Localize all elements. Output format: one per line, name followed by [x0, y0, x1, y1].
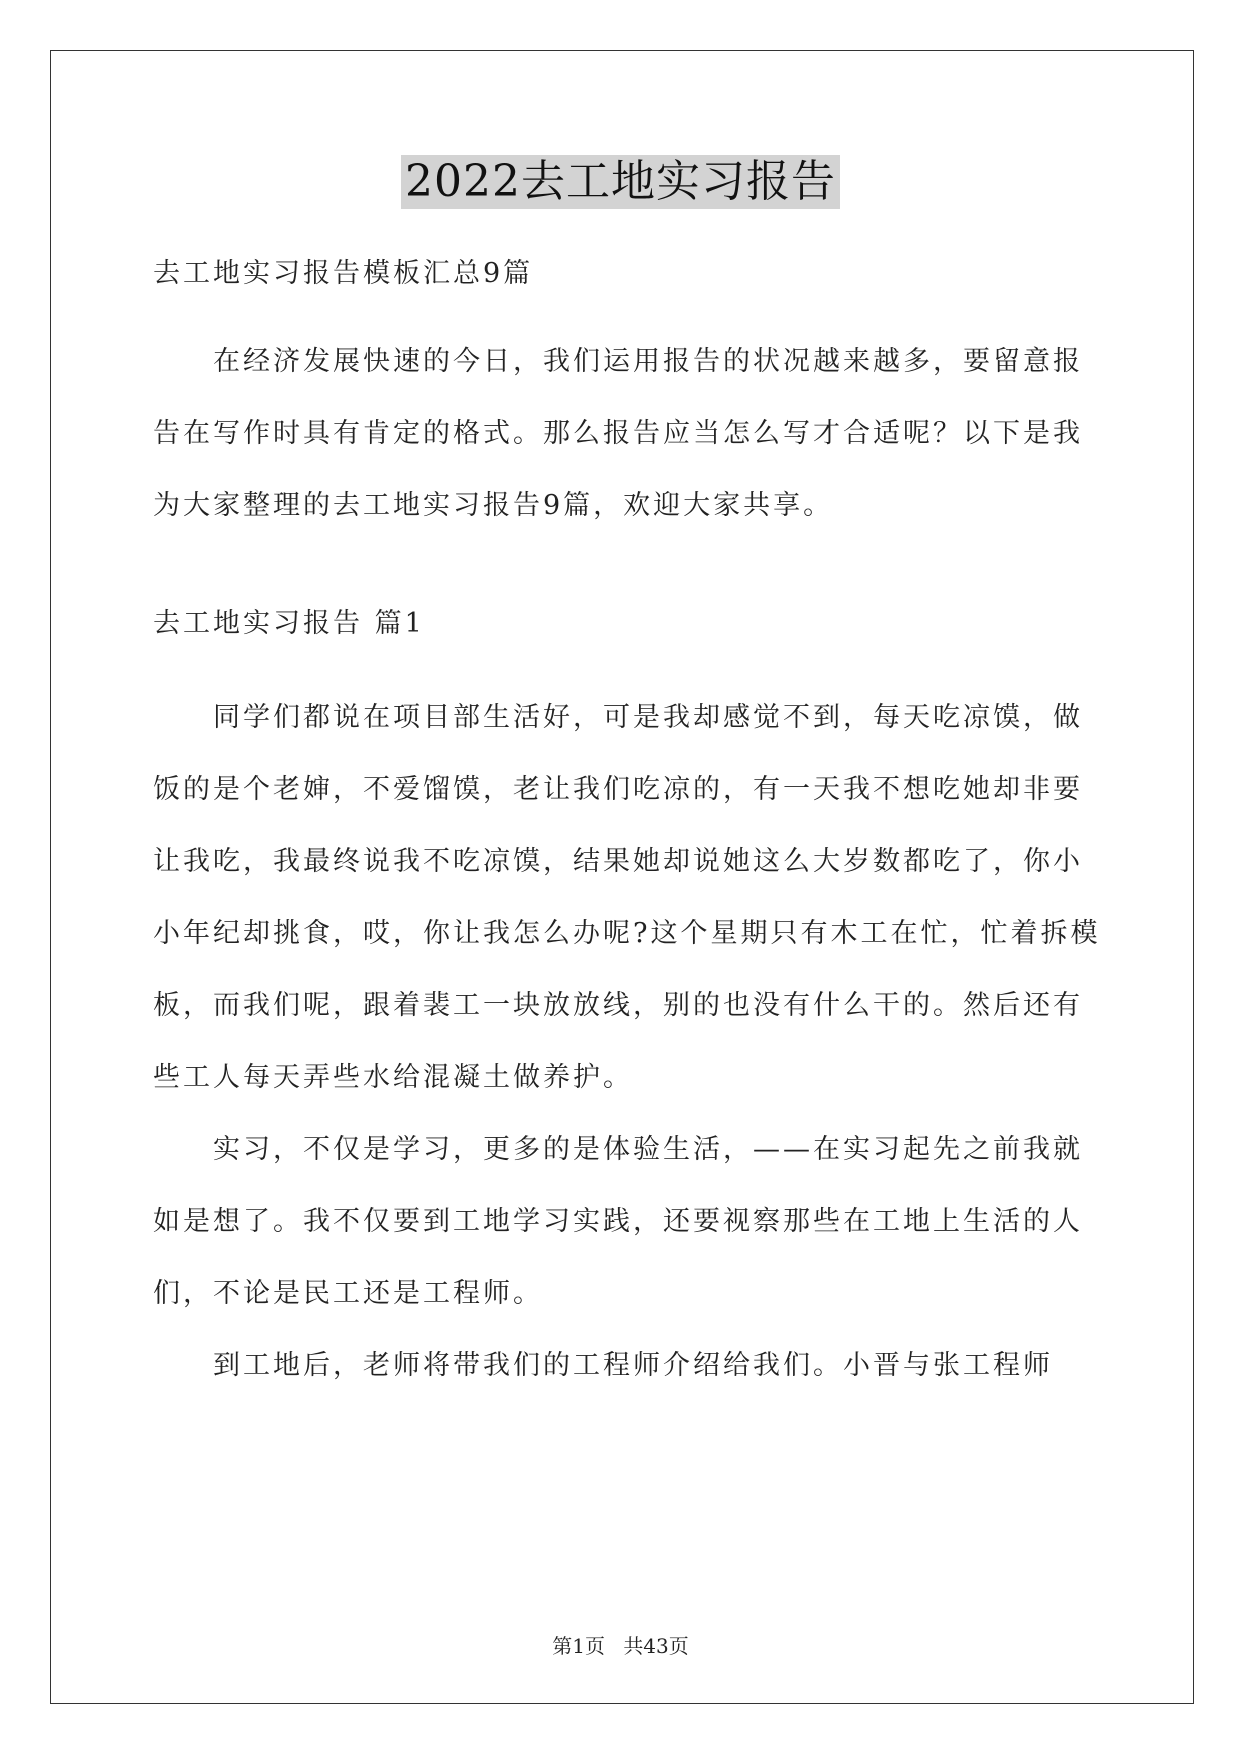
document-body [153, 238, 1103, 1402]
intro-title: 去工地实习报告模板汇总9篇 [153, 258, 534, 289]
intro-paragraph: 在经济发展快速的今日，我们运用报告的状况越来越多，要留意报告在写作时具有肯定的格式。那么报告应当怎么写才合适呢？以下是我为大家整理的去工地实习报告9篇，欢迎大家共享。 [153, 346, 1083, 521]
document-title: 2022去工地实习报告 [401, 155, 840, 209]
body-paragraph-2: 实习，不仅是学习，更多的是体验生活，——在实习起先之前我就如是想了。我不仅要到工地学习实践，还要视察那些在工地上生活的人们，不论是民工还是工程师。 [153, 1134, 1083, 1309]
page-number: 第1页 [552, 1634, 605, 1658]
page-footer [0, 1630, 1241, 1659]
body-paragraph-1: 同学们都说在项目部生活好，可是我却感觉不到，每天吃凉馍，做饭的是个老婶，不爱馏馍，老让我们吃凉的，有一天我不想吃她却非要让我吃，我最终说我不吃凉馍，结果她却说她这么大岁数都吃了，你小小年纪却挑食，哎，你让我怎么办呢?这个星期只有木工在忙，忙着拆模板，而我们呢，跟着裴工一块放放线，别的也没有什么干的。然后还有些工人每天弄些水给混凝土做养护。 [153, 702, 1101, 1093]
body-paragraph-3: 到工地后，老师将带我们的工程师介绍给我们。小晋与张工程师 [213, 1350, 1053, 1381]
section-spacer [153, 542, 1103, 588]
section-title: 去工地实习报告 篇1 [153, 608, 425, 639]
page-total: 共43页 [623, 1634, 689, 1658]
title-container [0, 155, 1241, 209]
